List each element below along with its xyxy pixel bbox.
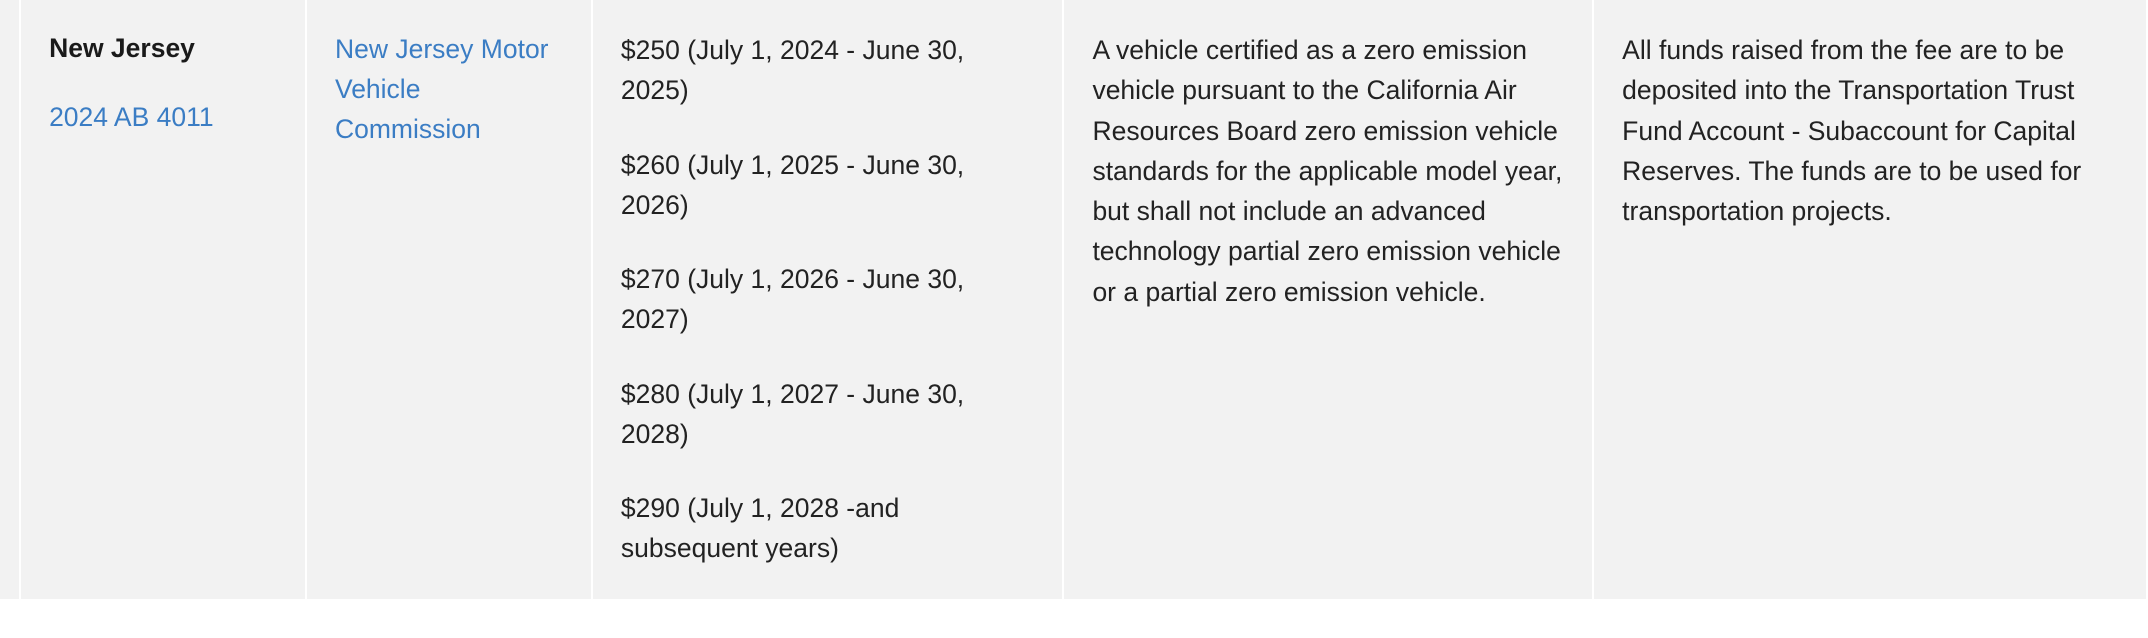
cell-use-of-funds: [1593, 0, 2147, 599]
fee-line: $270 (July 1, 2026 - June 30, 2027): [620, 264, 965, 335]
fee-line: $290 (July 1, 2028 -and subsequent years): [620, 493, 900, 564]
bill-link[interactable]: 2024 AB 4011: [49, 102, 214, 133]
agency-link[interactable]: New Jersey Motor Vehicle Commission: [334, 34, 549, 144]
fee-line: $260 (July 1, 2025 - June 30, 2026): [620, 149, 965, 220]
cell-definition: [1063, 0, 1593, 599]
definition-text: A vehicle certified as a zero emission vehicle pursuant to the California Air Resources Board zero emission vehicle standards for the applicable model year, but shall not include an advanced technology partial zero emission vehicle or a partial zero emission vehicle.: [1092, 35, 1563, 307]
state-name: New Jersey: [49, 33, 195, 63]
row-gutter: [0, 0, 20, 599]
fee-line: $280 (July 1, 2027 - June 30, 2028): [620, 378, 965, 449]
cell-agency: [306, 0, 592, 599]
use-of-funds-text: All funds raised from the fee are to be deposited into the Transportation Trust Fund Account - Subaccount for Capital Reserves. The funds are to be used for transportation projects.: [1622, 35, 2082, 227]
cell-state: [20, 0, 306, 599]
cell-fee: [592, 0, 1064, 599]
fee-line: $250 (July 1, 2024 - June 30, 2025): [620, 35, 965, 106]
